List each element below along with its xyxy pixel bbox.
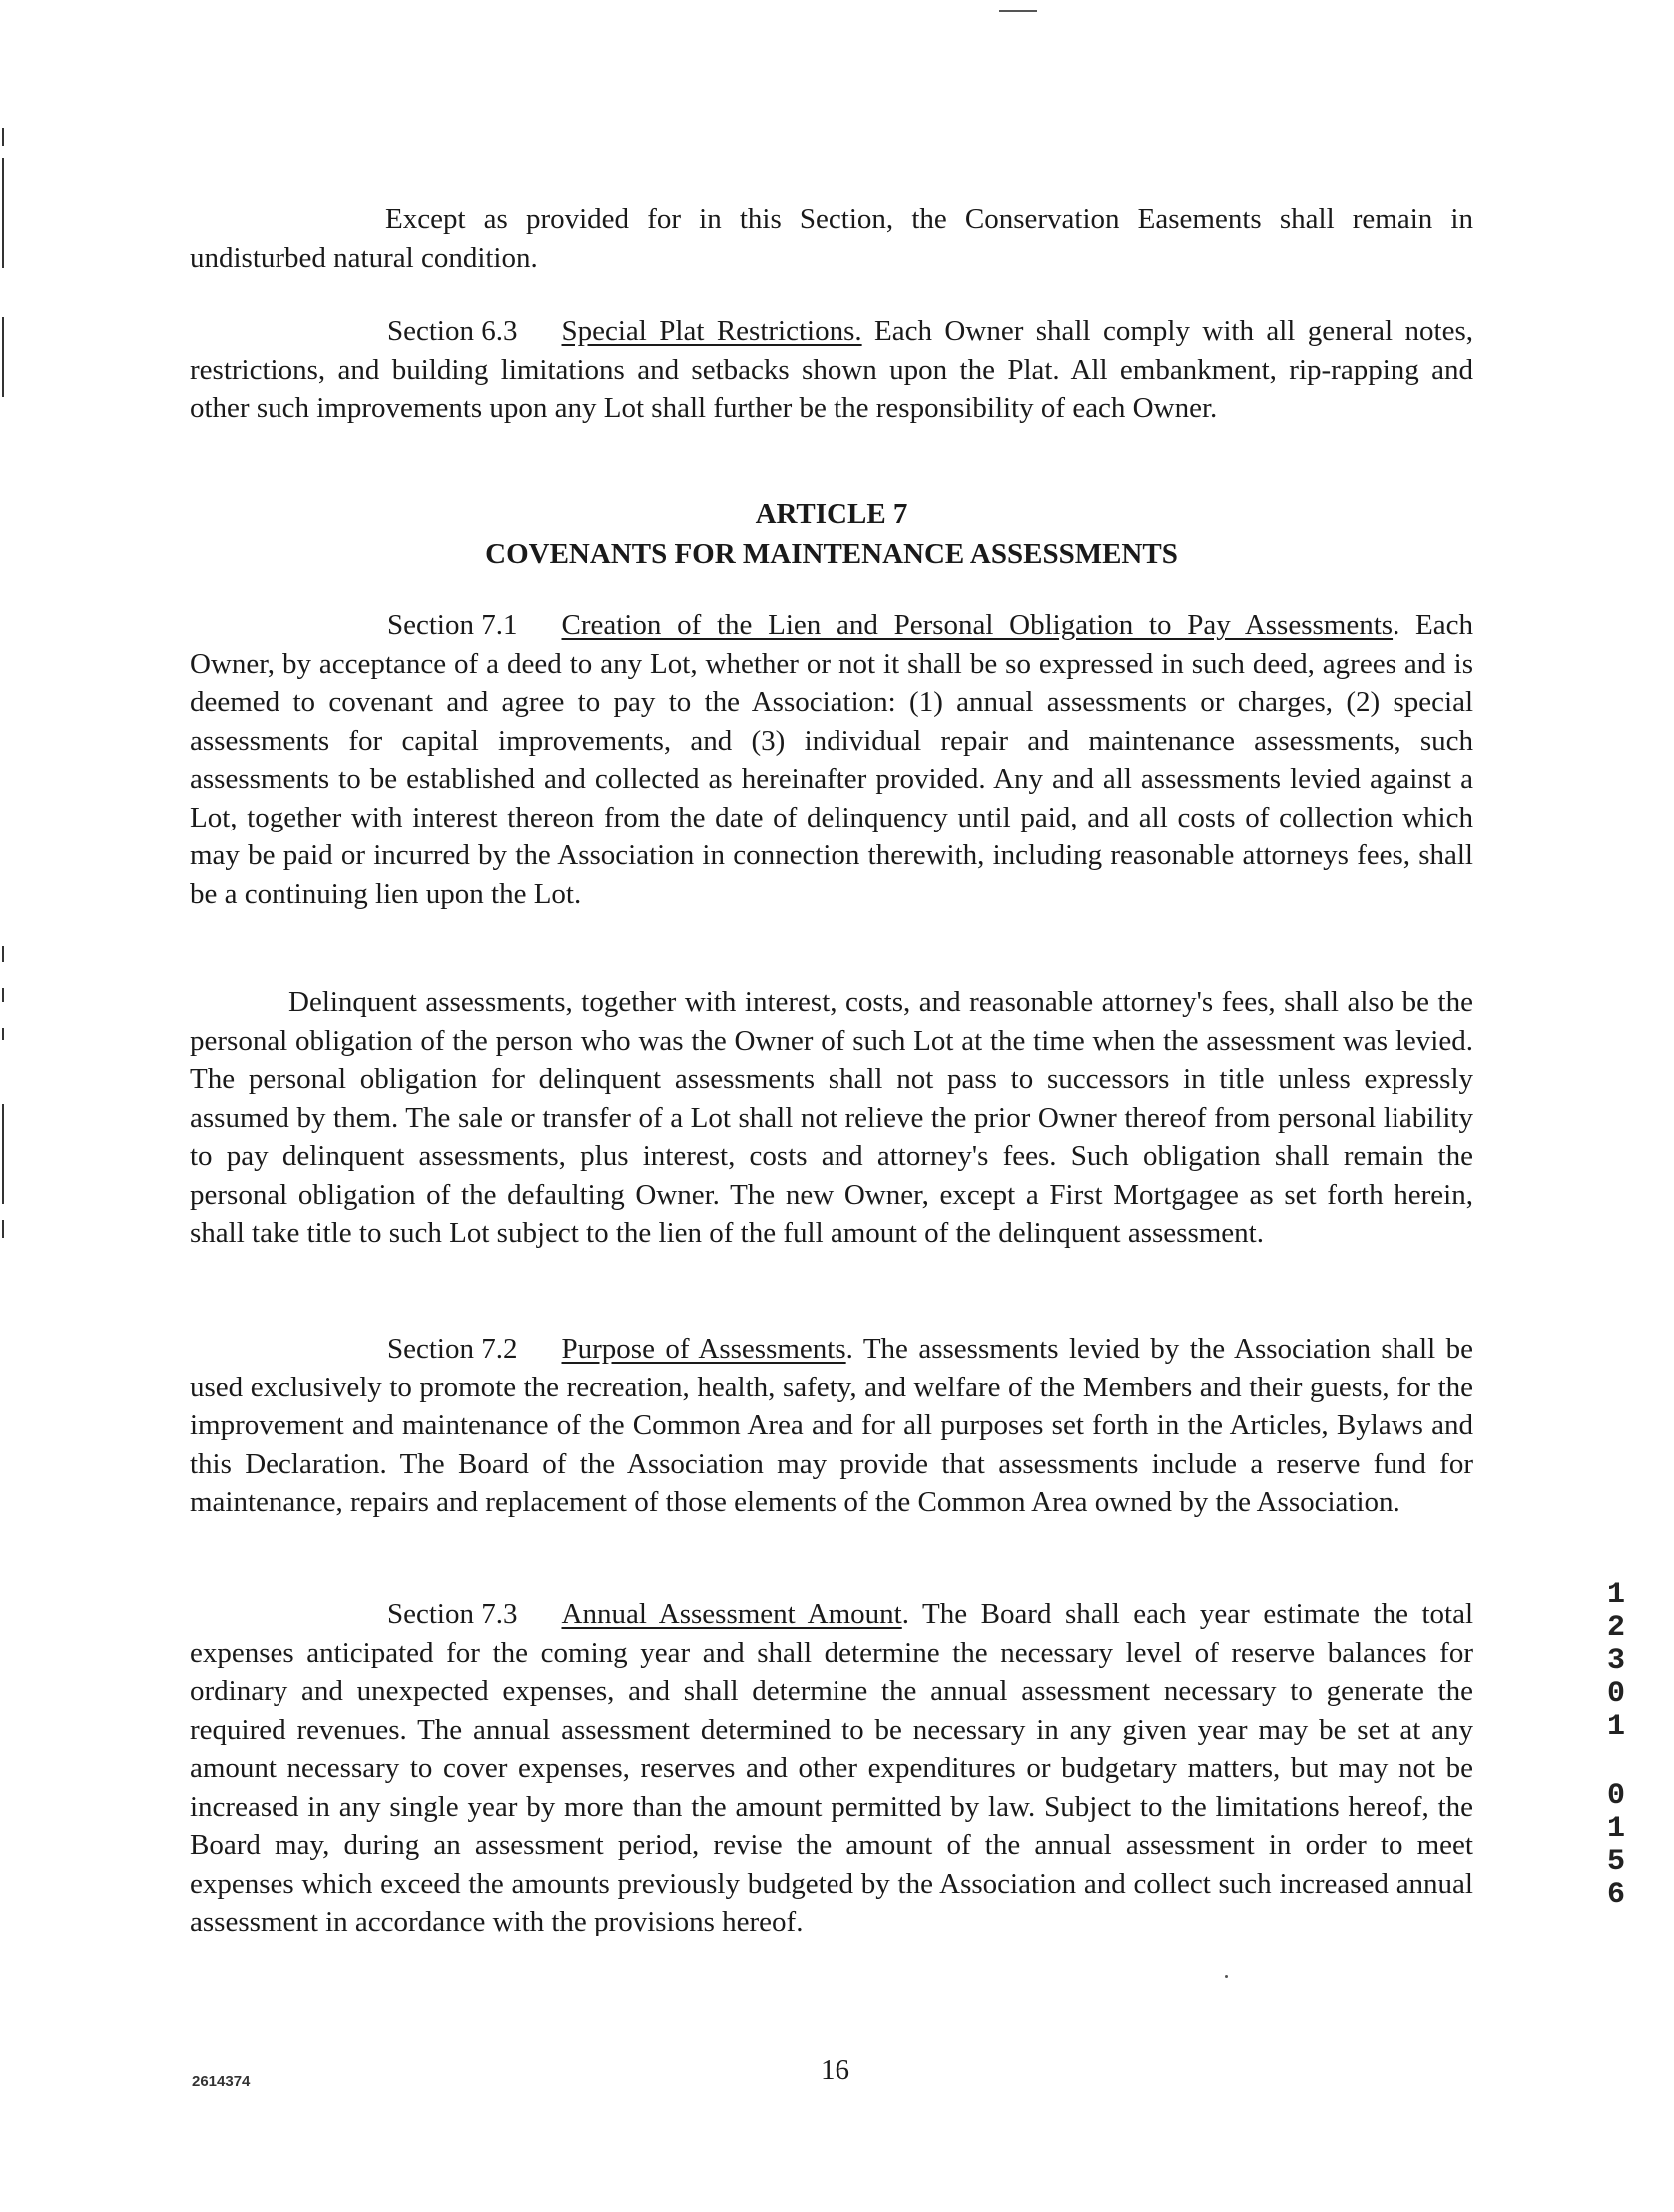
scan-margin-mark xyxy=(2,1104,4,1204)
section-7-2 xyxy=(190,1330,1473,1522)
scan-margin-mark xyxy=(2,1028,4,1040)
stamp-digit: 5 xyxy=(1606,1845,1625,1879)
section-number: Section 7.3 xyxy=(387,1598,518,1630)
stamp-digit: 0 xyxy=(1606,1779,1625,1813)
section-body: . Each Owner, by acceptance of a deed to any Lot, whether or not it shall be so expressed in such deed, agrees and is deemed to covenant and agree to pay to the Association: (1) annual assessments or charges, (2) special assessments for capital improvements, and (3) individual repair and maintenance assessments, such assessments to be established and collected as hereinafter provided. Any and all assessments levied against a Lot, together with interest thereon from the date of delinquency until paid, and all costs of collection which may be paid or incurred by the Association in connection therewith, including reasonable attorneys fees, shall be a continuing lien upon the Lot. xyxy=(190,609,1473,910)
section-title: Special Plat Restrictions. xyxy=(561,315,862,347)
section-title: Creation of the Lien and Personal Obligation to Pay Assessments xyxy=(561,609,1394,641)
stamp-digit: 1 xyxy=(1606,1710,1625,1744)
recording-stamp-lower xyxy=(1602,1780,1630,1912)
section-number: Section 6.3 xyxy=(387,315,518,347)
section-7-1 xyxy=(190,606,1473,913)
section-6-3 xyxy=(190,312,1473,428)
stamp-digit: 1 xyxy=(1606,1578,1625,1612)
section-number: Section 7.1 xyxy=(387,609,518,641)
article-number: ARTICLE 7 xyxy=(755,498,908,530)
stamp-digit: 3 xyxy=(1606,1644,1625,1678)
stamp-digit: 0 xyxy=(1606,1677,1625,1711)
section-body: . The assessments levied by the Association shall be used exclusively to promote the recreation, health, safety, and welfare of the Members and their guests, for the improvement and maintenance of the Common Area and for all purposes set forth in the Articles, Bylaws and this Declaration. The Board of the Association may provide that assessments include a reserve fund for maintenance, repairs and replacement of those elements of the Common Area owned by the Association. xyxy=(190,1333,1473,1518)
scan-margin-mark xyxy=(2,158,4,268)
section-body: . The Board shall each year estimate the total expenses anticipated for the coming year and shall determine the necessary level of reserve balances for ordinary and unexpected expenses, and shall determine the annual assessment necessary to generate the required revenues. The annual assessment determined to be necessary in any given year may be set at any amount necessary to cover expenses, reserves and other expenditures or budgetary matters, but may not be increased in any single year by more than the amount permitted by law. Subject to the limitations hereof, the Board may, during an assessment period, revise the amount of the annual assessment in order to meet expenses which exceed the amounts previously budgeted by the Association and collect such increased annual assessment in accordance with the provisions hereof. xyxy=(190,1598,1474,1937)
page-number: 16 xyxy=(821,2054,849,2086)
section-7-3 xyxy=(190,1595,1473,1941)
section-title: Purpose of Assessments xyxy=(561,1333,846,1365)
stamp-digit: 1 xyxy=(1606,1812,1625,1846)
section-title: Annual Assessment Amount xyxy=(561,1598,902,1630)
stamp-digit: 2 xyxy=(1606,1611,1625,1645)
scan-top-mark xyxy=(999,10,1037,12)
document-id: 2614374 xyxy=(192,2073,251,2090)
section-number: Section 7.2 xyxy=(387,1333,518,1365)
scan-margin-mark xyxy=(2,128,4,146)
paragraph-text: Except as provided for in this Section, the Conservation Easements shall remain in undisturbed natural condition. xyxy=(190,203,1473,274)
paragraph-delinquent-assessments xyxy=(190,983,1473,1253)
section-body: Each Owner shall comply with all general notes, restrictions, and building limitations and setbacks shown upon the Plat. All embankment, rip-rapping and other such improvements upon any Lot shall further be the responsibility of each Owner. xyxy=(190,315,1474,424)
scan-margin-mark xyxy=(2,1220,4,1238)
scan-margin-mark xyxy=(2,317,4,397)
stamp-digit: 6 xyxy=(1606,1878,1625,1912)
paragraph-conservation-easements xyxy=(190,200,1473,276)
article-title: COVENANTS FOR MAINTENANCE ASSESSMENTS xyxy=(485,538,1178,570)
recording-stamp-upper xyxy=(1602,1579,1630,1744)
scan-margin-mark xyxy=(2,988,4,1002)
scan-margin-mark xyxy=(2,946,4,962)
scan-dot xyxy=(1225,1975,1228,1978)
paragraph-text: Delinquent assessments, together with interest, costs, and reasonable attorney's fees, shall also be the personal obligation of the person who was the Owner of such Lot at the time when the assessment was levied. The personal obligation for delinquent assessments shall not pass to successors in title unless expressly assumed by them. The sale or transfer of a Lot shall not relieve the prior Owner thereof from personal liability to pay delinquent assessments, plus interest, costs and attorney's fees. Such obligation shall remain the personal obligation of the defaulting Owner. The new Owner, except a First Mortgagee as set forth herein, shall take title to such Lot subject to the lien of the full amount of the delinquent assessment. xyxy=(190,986,1473,1249)
